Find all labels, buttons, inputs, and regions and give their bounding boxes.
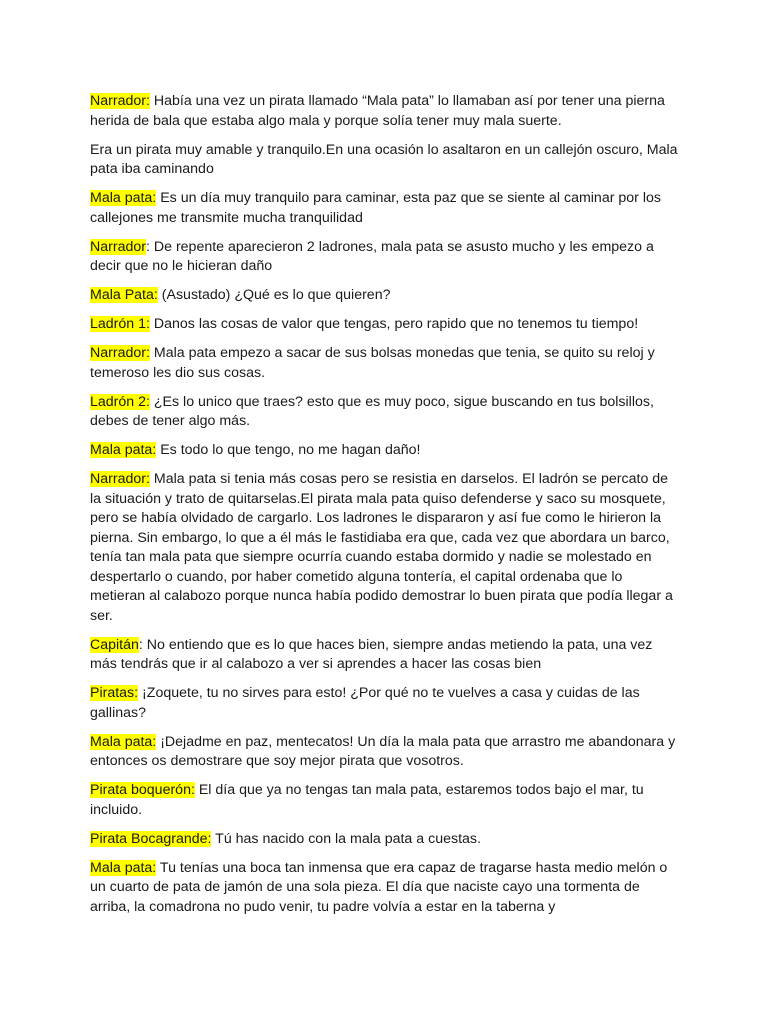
speaker-label: Mala pata:	[90, 859, 157, 876]
paragraph	[90, 781, 680, 820]
paragraph	[90, 859, 680, 918]
dialogue-text: Era un pirata muy amable y tranquilo.En una ocasión lo asaltaron en un callejón oscuro, Mala pata iba caminando	[90, 141, 678, 177]
dialogue-text: El día que ya no tengas tan mala pata, estaremos todos bajo el mar, tu incluido.	[90, 782, 644, 818]
speaker-label: Narrador:	[90, 93, 150, 109]
paragraph	[90, 189, 680, 228]
dialogue-text: (Asustado) ¿Qué es lo que quieren?	[157, 287, 391, 303]
dialogue-text: Es todo lo que tengo, no me hagan daño!	[156, 442, 421, 458]
dialogue-text: Es un día muy tranquilo para caminar, esta paz que se siente al caminar por los callejones me transmite mucha tranquilidad	[90, 190, 661, 226]
paragraph	[90, 141, 680, 180]
dialogue-text: Había una vez un pirata llamado “Mala pata” lo llamaban así por tener una pierna herida de bala que estaba algo mala y porque solía tener muy mala suerte.	[90, 93, 665, 129]
speaker-label: Piratas:	[90, 685, 139, 701]
speaker-label: Mala Pata:	[90, 287, 158, 303]
paragraph	[90, 344, 680, 383]
speaker-label: Mala pata:	[90, 442, 157, 458]
speaker-label: Pirata Bocagrande:	[90, 830, 212, 847]
dialogue-text: Mala pata empezo a sacar de sus bolsas monedas que tenia, se quito su reloj y temeroso les dio sus cosas.	[90, 345, 655, 381]
dialogue-text: Danos las cosas de valor que tengas, pero rapido que no tenemos tu tiempo!	[149, 316, 639, 332]
speaker-label: Mala pata:	[90, 190, 157, 206]
dialogue-text: Tú has nacido con la mala pata a cuestas.	[211, 830, 481, 847]
dialogue-text: ¡Dejadme en paz, mentecatos! Un día la mala pata que arrastro me abandonara y entonces os demostrare que soy mejor pirata que vosotros.	[90, 733, 676, 769]
paragraph	[90, 830, 680, 850]
dialogue-text: Mala pata si tenia más cosas pero se resistia en darselos. El ladrón se percato de la situación y trato de quitarselas.El pirata mala pata quiso defenderse y saco su mosquete, pero se había olvidado de cargarlo. Los ladrones le dispararon y así fue como le hirieron la pierna. Sin embargo, lo que a él más le fastidiaba era que, cada vez que abordara un barco, tenía tan mala pata que siempre ocurría cuando estaba dormido y nadie se molestado en despertarlo o cuando, por haber cometido alguna tontería, el capital ordenaba que lo metieran al calabozo porque nunca había podido demostrar lo buen pirata que podía llegar a ser.	[90, 471, 673, 624]
speaker-label: Ladrón 1:	[90, 316, 150, 332]
dialogue-text: : No entiendo que es lo que haces bien, siempre andas metiendo la pata, una vez más tendrás que ir al calabozo a ver si aprendes a hacer las cosas bien	[90, 636, 653, 672]
paragraph	[90, 684, 680, 723]
speaker-label: Narrador:	[90, 471, 150, 487]
speaker-label: Narrador:	[90, 345, 150, 361]
paragraph	[90, 733, 680, 772]
speaker-label: Ladrón 2:	[90, 393, 150, 410]
dialogue-text: ¿Es lo unico que traes? esto que es muy poco, sigue buscando en tus bolsillos, debes de tener algo más.	[90, 393, 654, 429]
dialogue-text: Tu tenías una boca tan inmensa que era capaz de tragarse hasta medio melón o un cuarto de pata de jamón de una sola pieza. El día que naciste cayo una tormenta de arriba, la comadrona no pudo venir, tu padre volvía a estar en la taberna y	[90, 859, 668, 915]
speaker-label: Capitán	[90, 636, 139, 653]
dialogue-text: ¡Zoquete, tu no sirves para esto! ¿Por qué no te vuelves a casa y cuidas de las gallinas?	[90, 685, 640, 721]
paragraph	[90, 393, 680, 432]
paragraph	[90, 238, 680, 277]
paragraph	[90, 636, 680, 675]
speaker-label: Pirata boquerón:	[90, 782, 195, 798]
paragraph	[90, 470, 680, 626]
dialogue-text: : De repente aparecieron 2 ladrones, mala pata se asusto mucho y les empezo a decir que no le hicieran daño	[90, 238, 654, 274]
document-body	[90, 92, 680, 927]
speaker-label: Narrador	[90, 238, 146, 255]
paragraph	[90, 92, 680, 131]
paragraph	[90, 441, 680, 461]
speaker-label: Mala pata:	[90, 733, 157, 750]
paragraph	[90, 315, 680, 335]
paragraph	[90, 286, 680, 306]
